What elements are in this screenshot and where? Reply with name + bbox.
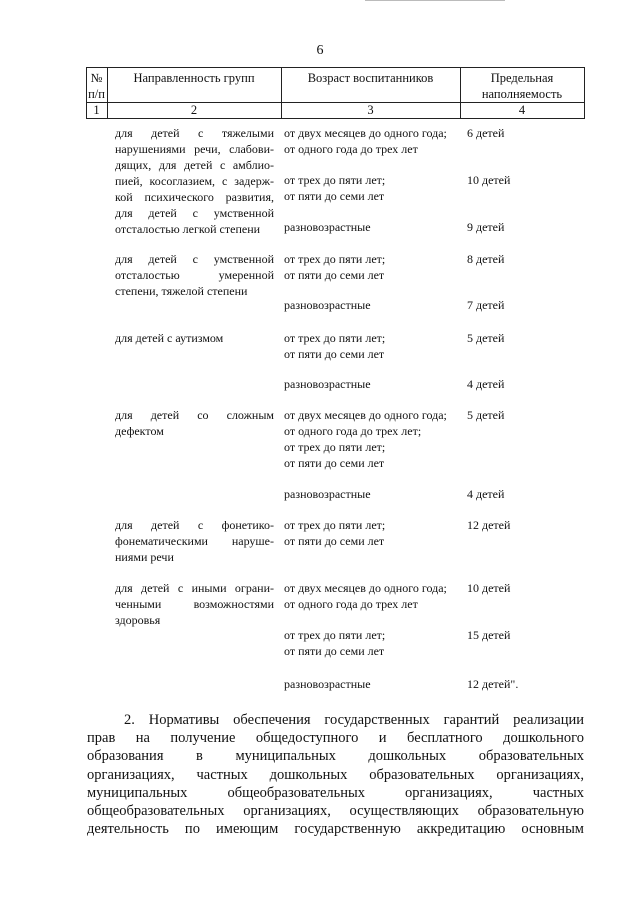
capacity-cell: 12 детей". (467, 677, 519, 691)
header-age: Возраст воспитанников (307, 71, 434, 85)
body-paragraph: 2. Нормативы обеспечения государственных гарантий реализации прав на получение общедоступного и бесплатного дошкольного образования в муниципальных дошкольных образовательных организациях, частных дошкольных образовательных организациях, муниципальных общеобразовательных организациях, частных общеобразовательных организациях, осуществляющих образовательную деятельность по имеющим государственную аккредитацию основным (87, 712, 584, 838)
capacity-cell: 5 детей (467, 408, 505, 422)
top-scan-rule (365, 0, 505, 1)
capacity-cell: 6 детей (467, 126, 505, 140)
direction-cell: для детей с тяжелыми нарушениями речи, слабови- дящих, для детей с амблио- пией, косоглазием, с задерж- кой психического развития, для детей с умственной отсталостью легкой степени (115, 126, 274, 236)
age-cell: от трех до пяти лет; от пяти до семи лет (284, 173, 386, 203)
direction-cell: для детей с фонетико- фонематическими наруше- ниями речи (115, 518, 274, 564)
age-cell: от двух месяцев до одного года; от одного года до трех лет (284, 581, 447, 611)
direction-cell: для детей со сложным дефектом (115, 408, 274, 438)
age-cell: разновозрастные (284, 220, 371, 234)
age-cell: разновозрастные (284, 377, 371, 391)
capacity-cell: 4 детей (467, 377, 505, 391)
capacity-cell: 15 детей (467, 628, 511, 642)
age-cell: от двух месяцев до одного года; от одного года до трех лет (284, 126, 447, 156)
age-cell: разновозрастные (284, 298, 371, 312)
capacity-cell: 8 детей (467, 252, 505, 266)
col-border (584, 67, 585, 119)
capacity-cell: 12 детей (467, 518, 511, 532)
col-number: 1 (93, 103, 100, 117)
age-cell: от трех до пяти лет; от пяти до семи лет (284, 628, 386, 658)
capacity-cell: 10 детей (467, 173, 511, 187)
table-top-border (86, 67, 584, 68)
page-number: 6 (316, 43, 324, 58)
capacity-cell: 7 детей (467, 298, 505, 312)
col-number: 2 (190, 103, 198, 117)
capacity-cell: 5 детей (467, 331, 505, 345)
direction-cell: для детей с аутизмом (115, 331, 224, 345)
header-capacity: Предельная наполняемость (481, 71, 563, 101)
table-colnum-divider (86, 118, 584, 119)
header-direction: Направленность групп (133, 71, 255, 85)
age-cell: от трех до пяти лет; от пяти до семи лет (284, 331, 386, 361)
age-cell: от двух месяцев до одного года; от одного года до трех лет; от трех до пяти лет; от пяти до семи лет (284, 408, 447, 470)
direction-cell: для детей с иными ограни- ченными возможностями здоровья (115, 581, 274, 627)
header-num: № п/п (88, 71, 105, 101)
direction-cell: для детей с умственной отсталостью умеренной степени, тяжелой степени (115, 252, 274, 298)
col-number: 4 (518, 103, 526, 117)
age-cell: от трех до пяти лет; от пяти до семи лет (284, 518, 386, 548)
age-cell: от трех до пяти лет; от пяти до семи лет (284, 252, 386, 282)
capacity-cell: 10 детей (467, 581, 511, 595)
col-number: 3 (367, 103, 374, 117)
capacity-cell: 9 детей (467, 220, 505, 234)
age-cell: разновозрастные (284, 677, 371, 691)
age-cell: разновозрастные (284, 487, 371, 501)
capacity-cell: 4 детей (467, 487, 505, 501)
